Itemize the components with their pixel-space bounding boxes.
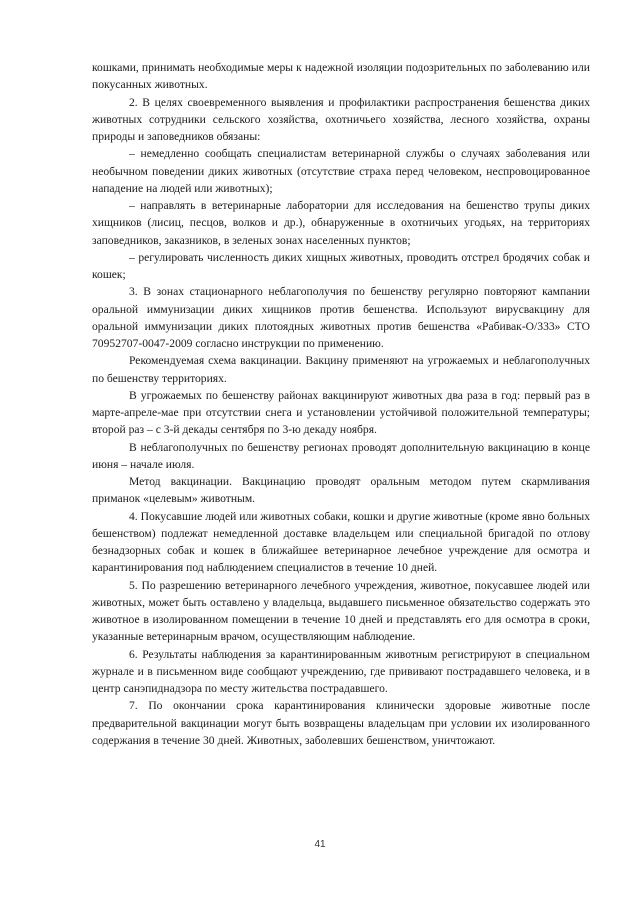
paragraph: Метод вакцинации. Вакцинацию проводят оральным методом путем скармливания приманок «целевым» животным. bbox=[92, 475, 590, 506]
paragraph: – немедленно сообщать специалистам ветеринарной службы о случаях заболевания или необычном поведении диких животных (отсутствие страха перед человеком, неспровоцированное нападение на людей или животных); bbox=[92, 147, 590, 195]
paragraph: 3. В зонах стационарного неблагополучия по бешенству регулярно повторяют кампании оральной иммунизации диких хищников против бешенства. Используют вирусвакцину для оральной иммунизации диких плотоядных животных против бешенства «Рабивак-О/333» СТО 70952707-0047-2009 согласно инструкции по применению. bbox=[92, 285, 590, 350]
paragraph: В угрожаемых по бешенству районах вакцинируют животных два раза в год: первый раз в марте-апреле-мае при отсутствии снега и установлении устойчивой положительной температуры; второй раз – с 3-й декады сентября по 3-ю декаду ноября. bbox=[92, 388, 590, 437]
paragraph: 4. Покусавшие людей или животных собаки, кошки и другие животные (кроме явно больных бешенством) подлежат немедленной доставке владельцем или специальной бригадой по отлову безнадзорных собак и кошек в ближайшее ветеринарное лечебное учреждение для осмотра и карантинирования под наблюдением специалистов в течение 10 дней. bbox=[92, 509, 590, 575]
paragraph: 5. По разрешению ветеринарного лечебного учреждения, животное, покусавшее людей или животных, может быть оставлено у владельца, выдавшего письменное обязательство содержать это животное в изолированном помещении в течение 10 дней и представлять его для осмотра в сроки, указанные ветеринарным врачом, осуществляющим наблюдение. bbox=[92, 578, 590, 644]
page-number: 41 bbox=[314, 839, 326, 850]
paragraph: – регулировать численность диких хищных животных, проводить отстрел бродячих собак и кошек; bbox=[92, 250, 590, 281]
paragraph: В неблагополучных по бешенству регионах проводят дополнительную вакцинацию в конце июня – начале июля. bbox=[92, 440, 590, 471]
paragraph: кошками, принимать необходимые меры к надежной изоляции подозрительных по заболеванию или покусанных животных. bbox=[92, 61, 590, 92]
body-text bbox=[92, 59, 590, 749]
paragraph: Рекомендуемая схема вакцинации. Вакцину применяют на угрожаемых и неблагополучных по бешенству территориях. bbox=[92, 354, 590, 385]
paragraph: 7. По окончании срока карантинирования клинически здоровые животные после предварительной вакцинации могут быть возвращены владельцам при условии их изолированного содержания в течение 30 дней. Животных, заболевших бешенством, уничтожают. bbox=[92, 699, 590, 747]
paragraph: – направлять в ветеринарные лаборатории для исследования на бешенство трупы диких хищников (лисиц, песцов, волков и др.), обнаруженные в охотничьих угодьях, на территориях заповедников, заказников, в зеленых зонах населенных пунктов; bbox=[92, 199, 590, 247]
paragraph: 6. Результаты наблюдения за карантинированным животным регистрируют в специальном журнале и в письменном виде сообщают учреждению, где прививают пострадавшего человека, и в центр санэпиднадзора по месту жительства пострадавшего. bbox=[92, 647, 590, 695]
paragraph: 2. В целях своевременного выявления и профилактики распространения бешенства диких животных сотрудники сельского хозяйства, охотничьего хозяйства, лесного хозяйства, охраны природы и заповедников обязаны: bbox=[92, 95, 590, 143]
